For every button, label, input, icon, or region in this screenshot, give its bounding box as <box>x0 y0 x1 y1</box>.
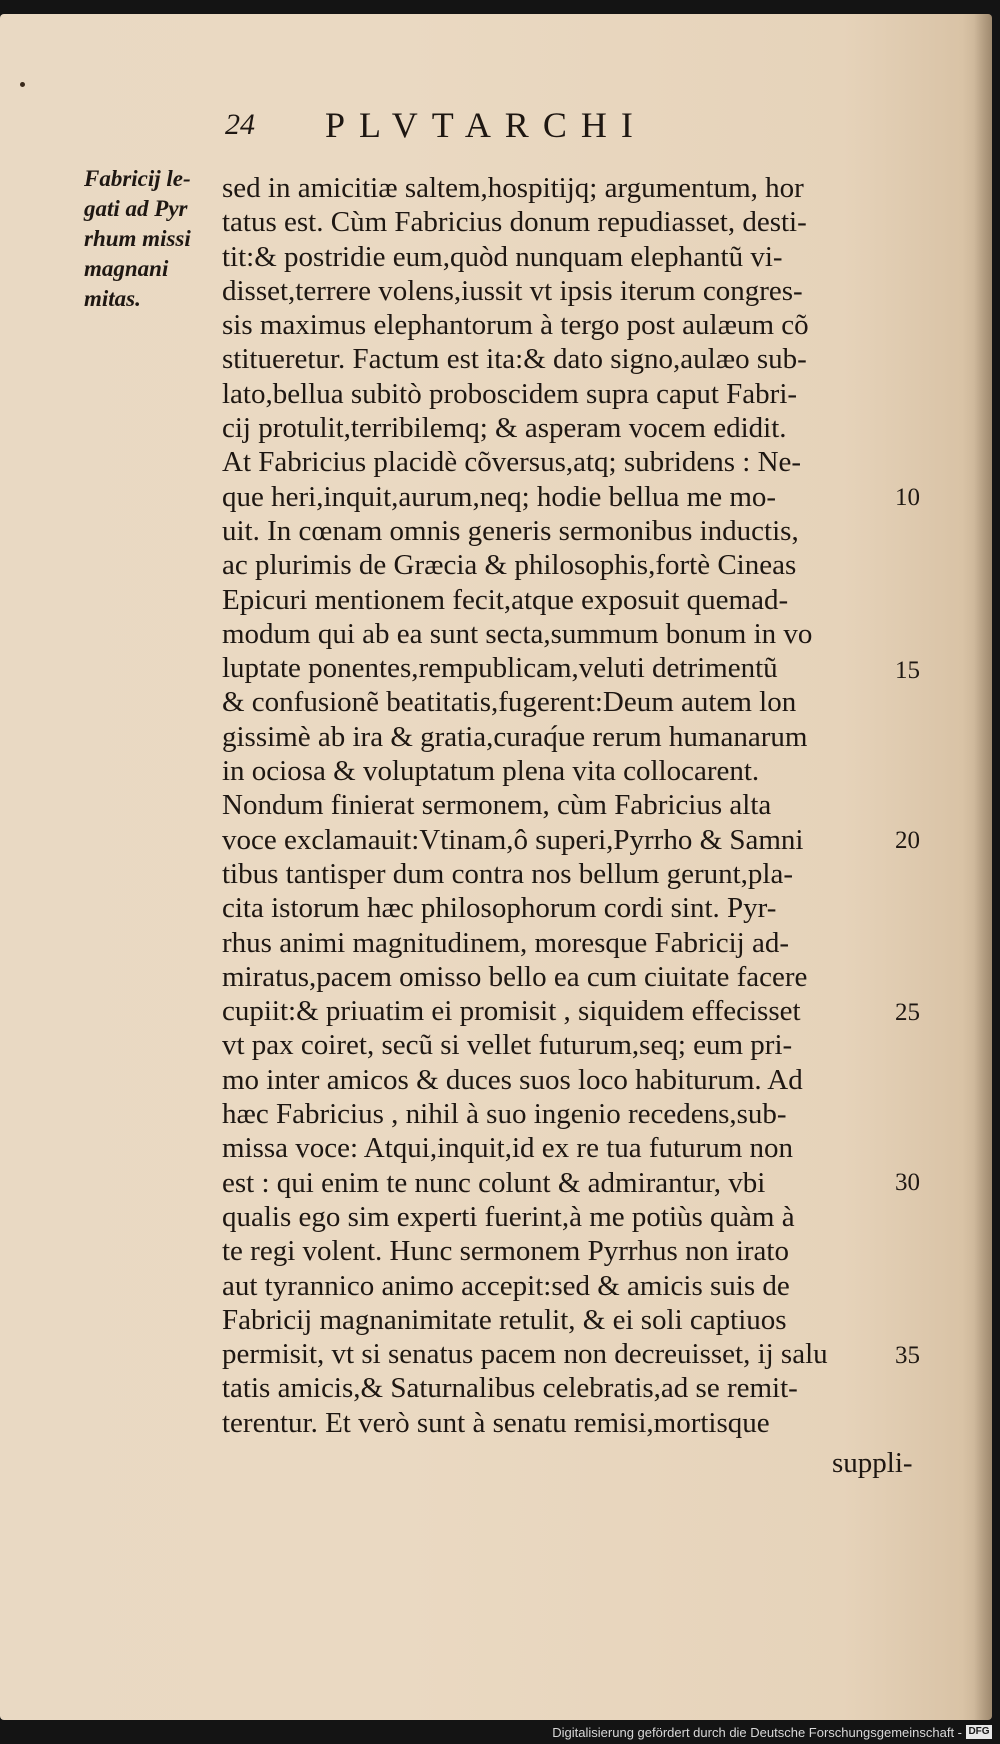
text-line: voce exclamauit:Vtinam,ô superi,Pyrrho & Samni <box>222 823 804 856</box>
text-line: vt pax coiret, secũ si vellet futurum,seq; eum pri- <box>222 1029 793 1062</box>
text-line: terentur. Et verò sunt à senatu remisi,mortisque <box>222 1406 770 1439</box>
running-head: PLVTARCHI <box>325 105 647 145</box>
line-number: 20 <box>895 827 920 854</box>
text-line: gissimè ab ira & gratia,curaq́ue rerum humanarum <box>222 720 808 753</box>
text-line: que heri,inquit,aurum,neq; hodie bellua me mo- <box>222 480 777 513</box>
margin-note <box>84 164 214 314</box>
text-line: rhus animi magnitudinem, moresque Fabricij ad- <box>222 926 789 959</box>
text-line: tatus est. Cùm Fabricius donum repudiasset, desti- <box>222 206 807 239</box>
line-number: 25 <box>895 999 920 1026</box>
text-line: aut tyrannico animo accepit:sed & amicis suis de <box>222 1269 790 1302</box>
text-line: hæc Fabricius , nihil à suo ingenio recedens,sub- <box>222 1098 787 1131</box>
page-edge-shadow <box>974 14 992 1720</box>
funding-credit: Digitalisierung gefördert durch die Deutsche Forschungsgemeinschaft - <box>552 1725 962 1740</box>
ink-spot <box>20 82 25 87</box>
margin-note-line: Fabricij le- <box>84 166 191 191</box>
text-line: mo inter amicos & duces suos loco habiturum. Ad <box>222 1063 803 1096</box>
margin-note-line: rhum missi <box>84 226 191 251</box>
page-number: 24 <box>225 108 255 141</box>
text-line: lato,bellua subitò proboscidem supra caput Fabri- <box>222 377 798 410</box>
text-line: cita istorum hæc philosophorum cordi sint. Pyr- <box>222 892 777 925</box>
text-line: tibus tantisper dum contra nos bellum gerunt,pla- <box>222 857 794 890</box>
text-line: cij protulit,terribilemq; & asperam vocem edidit. <box>222 412 787 445</box>
text-line: Epicuri mentionem fecit,atque exposuit quemad- <box>222 583 789 616</box>
text-line: cupiit:& priuatim ei promisit , siquidem effecisset <box>222 995 801 1028</box>
book-page <box>0 14 992 1720</box>
text-line: Nondum finierat sermonem, cùm Fabricius alta <box>222 789 772 822</box>
text-line: luptate ponentes,rempublicam,veluti detrimentũ <box>222 652 778 685</box>
margin-note-line: gati ad Pyr <box>84 196 188 221</box>
text-line: At Fabricius placidè cõversus,atq; subridens : Ne- <box>222 446 802 479</box>
text-line: Fabricij magnanimitate retulit, & ei soli captiuos <box>222 1303 787 1336</box>
line-number: 15 <box>895 657 920 684</box>
text-line: tit:& postridie eum,quòd nunquam elephantũ vi- <box>222 240 783 273</box>
text-line: permisit, vt si senatus pacem non decreuisset, ij salu <box>222 1338 828 1371</box>
text-line: missa voce: Atqui,inquit,id ex re tua futurum non <box>222 1132 794 1165</box>
text-line: sed in amicitiæ saltem,hospitijq; argumentum, hor <box>222 172 804 204</box>
text-line: sis maximus elephantorum à tergo post aulæum cõ <box>222 309 809 342</box>
page-header <box>225 104 745 148</box>
margin-note-line: mitas. <box>84 286 141 311</box>
line-number: 10 <box>895 484 920 511</box>
text-line: ac plurimis de Græcia & philosophis,fortè Cineas <box>222 549 797 582</box>
text-line: est : qui enim te nunc colunt & admirantur, vbi <box>222 1166 766 1199</box>
text-line: uit. In cœnam omnis generis sermonibus inductis, <box>222 514 799 547</box>
footer-bar <box>0 1722 1000 1744</box>
text-line: qualis ego sim experti fuerint,à me potiùs quàm à <box>222 1200 795 1233</box>
text-line: & confusionẽ beatitatis,fugerent:Deum autem lon <box>222 686 797 719</box>
catchword: suppli- <box>832 1447 913 1479</box>
body-text <box>222 171 902 1440</box>
text-line: modum qui ab ea sunt secta,summum bonum in vo <box>222 617 813 650</box>
line-number: 30 <box>895 1169 920 1196</box>
text-line: stitueretur. Factum est ita:& dato signo,aulæo sub- <box>222 343 807 376</box>
line-number: 35 <box>895 1342 920 1369</box>
margin-note-line: magnani <box>84 256 169 281</box>
text-line: te regi volent. Hunc sermonem Pyrrhus non irato <box>222 1235 789 1268</box>
text-line: in ociosa & voluptatum plena vita collocarent. <box>222 755 760 788</box>
text-line: miratus,pacem omisso bello ea cum ciuitate facere <box>222 960 808 993</box>
text-line: disset,terrere volens,iussit vt ipsis iterum congres- <box>222 274 803 307</box>
text-line: tatis amicis,& Saturnalibus celebratis,ad se remit- <box>222 1372 798 1405</box>
dfg-logo: DFG <box>966 1725 992 1739</box>
